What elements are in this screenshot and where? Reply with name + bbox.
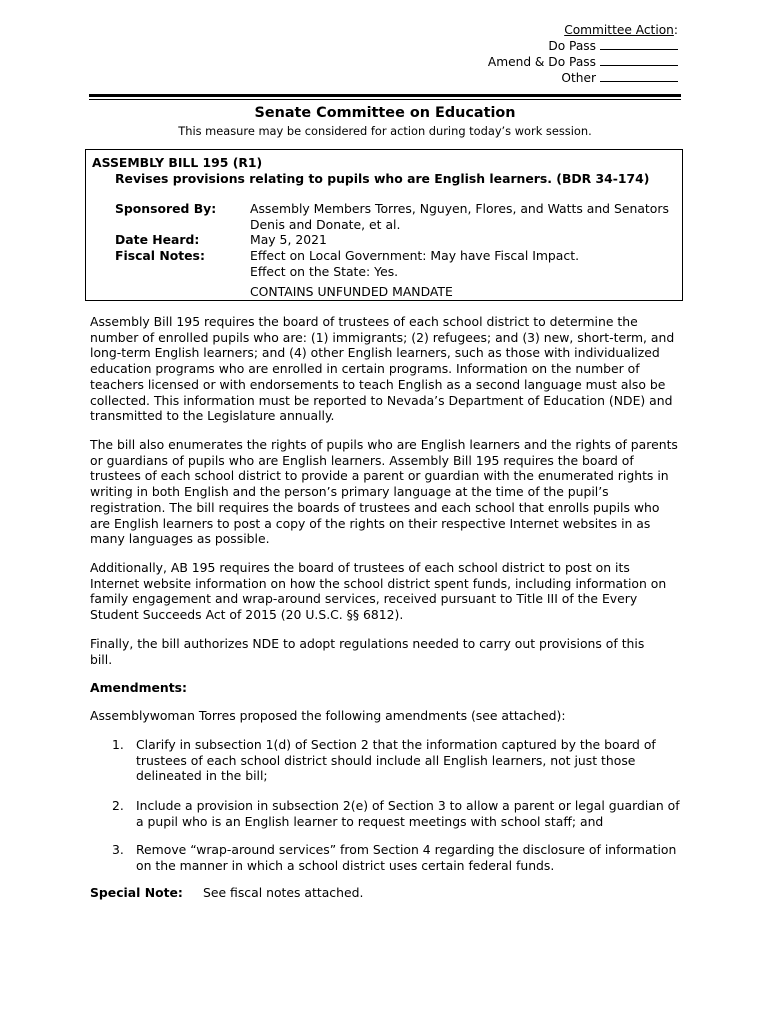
- amendment-text: Include a provision in subsection 2(e) of Section 3 to allow a parent or legal guardian of a pupil who is an English learner to request meetings with school staff; and: [136, 798, 680, 829]
- amend-do-pass-line: [488, 54, 678, 70]
- header-rule-thick: [89, 94, 681, 97]
- amendment-number: 3.: [112, 842, 124, 857]
- amendments-intro: Assemblywoman Torres proposed the following amendments (see attached):: [90, 708, 566, 723]
- committee-action-title: Committee Action: [564, 23, 674, 37]
- amendment-number: 2.: [112, 798, 124, 813]
- committee-action-block: [488, 22, 678, 86]
- amendments-heading: Amendments:: [90, 680, 187, 695]
- bill-description: Revises provisions relating to pupils who are English learners. (BDR 34-174): [115, 171, 650, 186]
- amendment-text: Clarify in subsection 1(d) of Section 2 that the information captured by the board of trustees of each school district should include all English learners, not just those delineated in the bill;: [136, 737, 656, 784]
- paragraph-funds: Additionally, AB 195 requires the board of trustees of each school district to post on its Internet website information on how the school district spent funds, including information on family engagement and wrap-around services, received pursuant to Title III of the Every Student Succeeds Act of 2015 (20 U.S.C. §§ 6812).: [90, 560, 667, 623]
- date-heard-label: Date Heard:: [115, 232, 200, 247]
- paragraph-rights: The bill also enumerates the rights of pupils who are English learners and the rights of parents or guardians of pupils who are English learners. Assembly Bill 195 requires the board of trustees of each school district to provide a parent or guardian with the enumerated rights in writing in both English and the person’s primary language at the time of the pupil’s registration. The bill requires the boards of trustees and each school that enrolls pupils who are English learners to post a copy of the rights on their respective Internet websites in as many languages as possible.: [90, 437, 678, 547]
- committee-heading: [89, 104, 681, 139]
- header-rule-thin: [89, 99, 681, 100]
- bill-number: ASSEMBLY BILL 195 (R1): [92, 155, 263, 170]
- amendment-text: Remove “wrap-around services” from Section 4 regarding the disclosure of information on the manner in which a school district uses certain federal funds.: [136, 842, 677, 873]
- date-heard-value: May 5, 2021: [250, 232, 327, 247]
- committee-subtitle: This measure may be considered for action during today’s work session.: [178, 124, 592, 138]
- do-pass-line: [488, 38, 678, 54]
- paragraph-summary: Assembly Bill 195 requires the board of trustees of each school district to determine the number of enrolled pupils who are: (1) immigrants; (2) refugees; and (3) new, short-term, and long-term English learners; and (4) other English learners, such as those with individualized education programs who are enrolled in certain programs. Information on the number of teachers licensed or with endorsements to teach English as a second language must also be collected. This information must be reported to Nevada’s Department of Education (NDE) and transmitted to the Legislature annually.: [90, 314, 675, 424]
- special-note: [90, 885, 363, 900]
- paragraph-regulations: Finally, the bill authorizes NDE to adopt regulations needed to carry out provisions of this bill.: [90, 636, 645, 667]
- other-blank[interactable]: [600, 71, 678, 82]
- do-pass-blank[interactable]: [600, 39, 678, 50]
- bill-summary-box: [85, 149, 683, 301]
- committee-action-colon: :: [673, 23, 678, 37]
- committee-action-heading: [488, 22, 678, 38]
- sponsored-by-value: Assembly Members Torres, Nguyen, Flores, and Watts and Senators Denis and Donate, et al.: [250, 201, 669, 232]
- fiscal-notes-label: Fiscal Notes:: [115, 248, 205, 263]
- special-note-text: See fiscal notes attached.: [203, 885, 364, 900]
- fiscal-state-effect: Effect on the State: Yes.: [250, 264, 399, 279]
- other-line: [488, 70, 678, 86]
- fiscal-local-effect: Effect on Local Government: May have Fiscal Impact.: [250, 248, 580, 263]
- do-pass-label: Do Pass: [548, 39, 596, 53]
- special-note-label: Special Note:: [90, 885, 183, 900]
- amend-do-pass-blank[interactable]: [600, 55, 678, 66]
- amend-do-pass-label: Amend & Do Pass: [487, 55, 596, 69]
- committee-title: Senate Committee on Education: [254, 105, 516, 121]
- other-label: Other: [561, 71, 596, 85]
- sponsored-by-label: Sponsored By:: [115, 201, 217, 216]
- unfunded-mandate-note: CONTAINS UNFUNDED MANDATE: [250, 284, 453, 299]
- amendment-number: 1.: [112, 737, 124, 752]
